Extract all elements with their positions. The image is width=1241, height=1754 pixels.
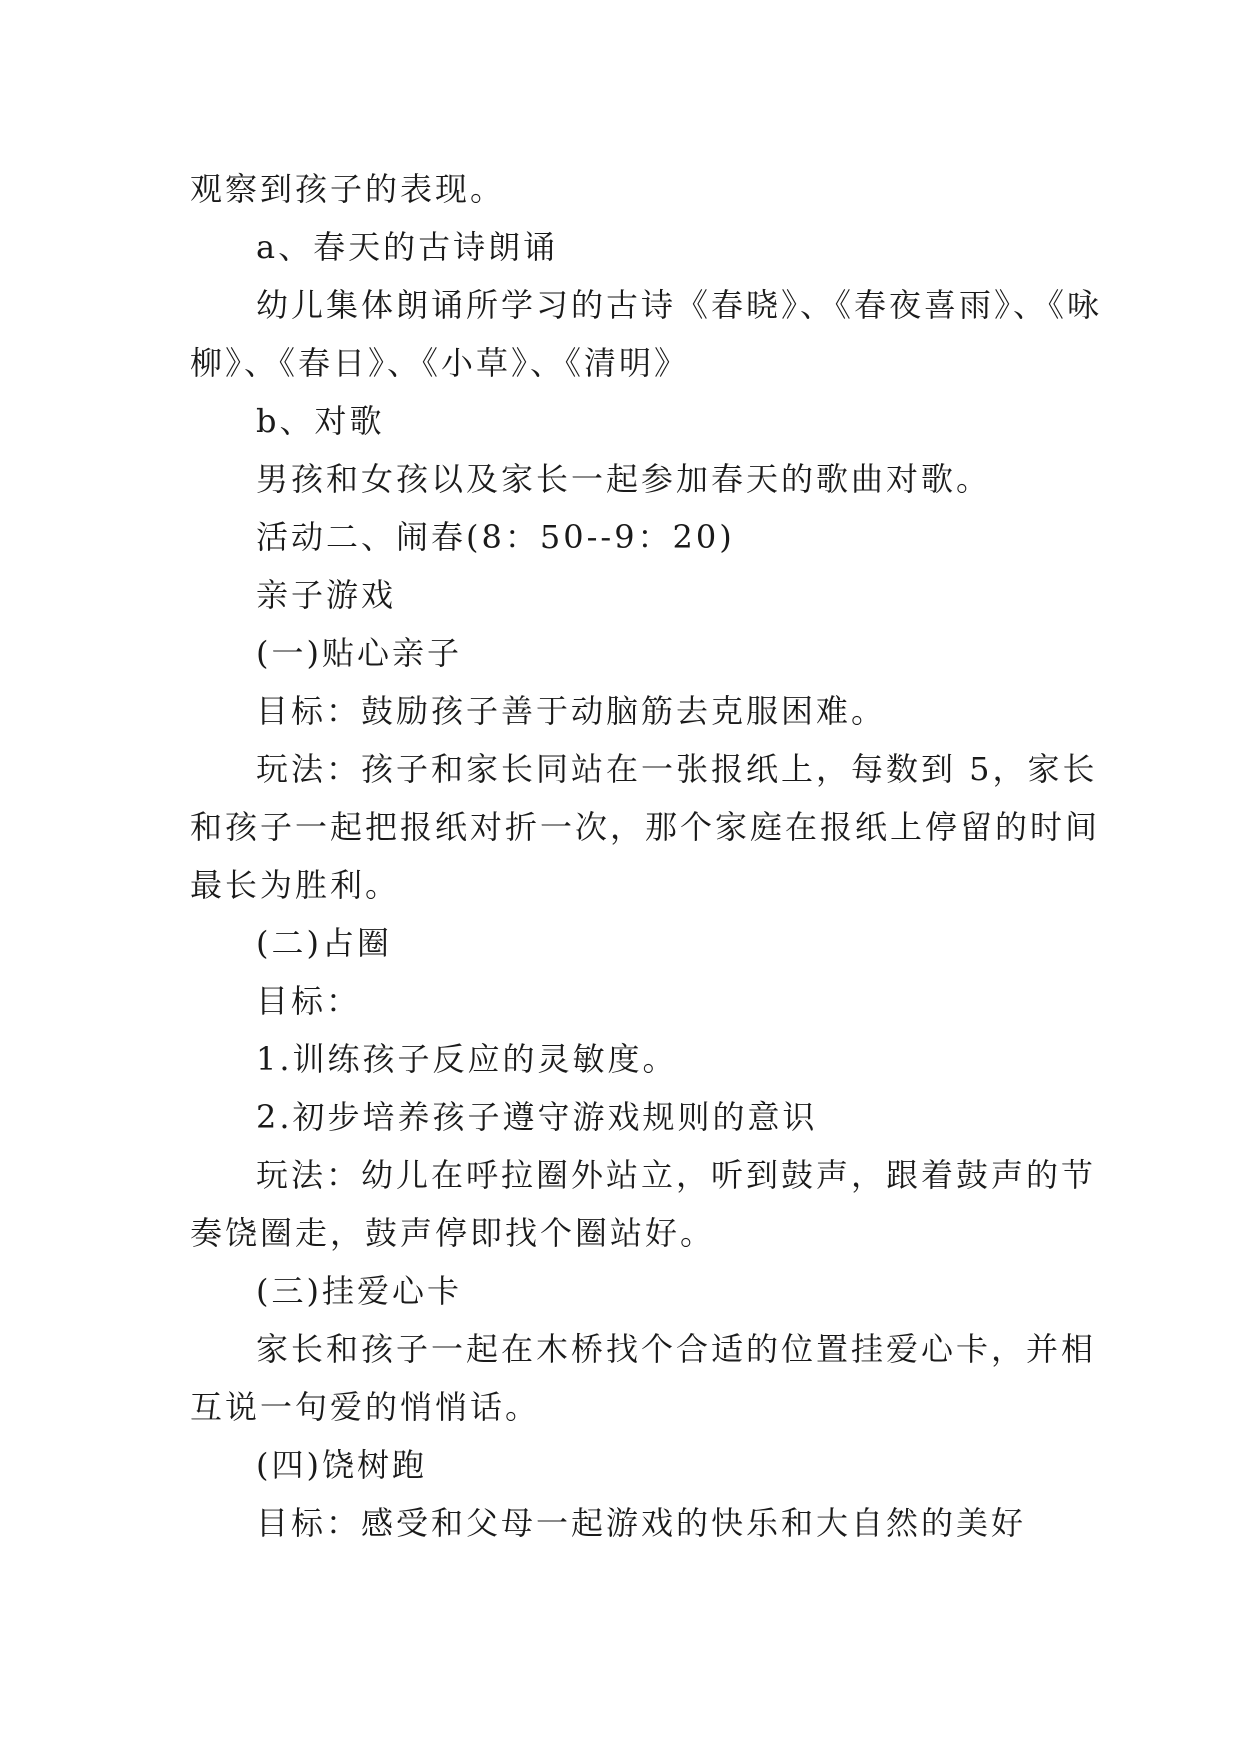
activity-heading: 活动二、闹春(8：50--9：20): [256, 518, 735, 556]
text-line: 奏饶圈走，鼓声停即找个圈站好。: [190, 1214, 716, 1252]
text-line: 1.训练孩子反应的灵敏度。: [256, 1040, 678, 1078]
text-line: 玩法：孩子和家长同站在一张报纸上，每数到 5，家长: [256, 750, 1098, 788]
text-line: 亲子游戏: [256, 576, 397, 614]
game-heading-2: (二)占圈: [256, 924, 392, 962]
text-line: 最长为胜利。: [190, 866, 401, 904]
text-line: 观察到孩子的表现。: [190, 170, 506, 208]
text-line: 男孩和女孩以及家长一起参加春天的歌曲对歌。: [256, 460, 992, 498]
section-heading-song-duet: b、对歌: [256, 402, 385, 440]
text-line: 目标：感受和父母一起游戏的快乐和大自然的美好: [256, 1504, 1027, 1542]
text-line: 幼儿集体朗诵所学习的古诗《春晓》、《春夜喜雨》、《咏: [256, 286, 1103, 324]
text-line: 玩法：幼儿在呼拉圈外站立，听到鼓声，跟着鼓声的节: [256, 1156, 1097, 1194]
game-heading-3: (三)挂爱心卡: [256, 1272, 462, 1310]
document-body: [190, 160, 1103, 1552]
text-line: 目标：: [256, 982, 362, 1020]
text-line: 和孩子一起把报纸对折一次，那个家庭在报纸上停留的时间: [190, 808, 1101, 846]
text-line: 2.初步培养孩子遵守游戏规则的意识: [256, 1098, 818, 1136]
game-heading-1: (一)贴心亲子: [256, 634, 462, 672]
game-heading-4: (四)饶树跑: [256, 1446, 427, 1484]
text-line: 柳》、《春日》、《小草》、《清明》: [190, 344, 690, 382]
text-line: 互说一句爱的悄悄话。: [190, 1388, 541, 1426]
section-heading-poem-recital: a、春天的古诗朗诵: [256, 228, 559, 266]
text-line: 家长和孩子一起在木桥找个合适的位置挂爱心卡，并相: [256, 1330, 1097, 1368]
text-line: 目标：鼓励孩子善于动脑筋去克服困难。: [256, 692, 887, 730]
